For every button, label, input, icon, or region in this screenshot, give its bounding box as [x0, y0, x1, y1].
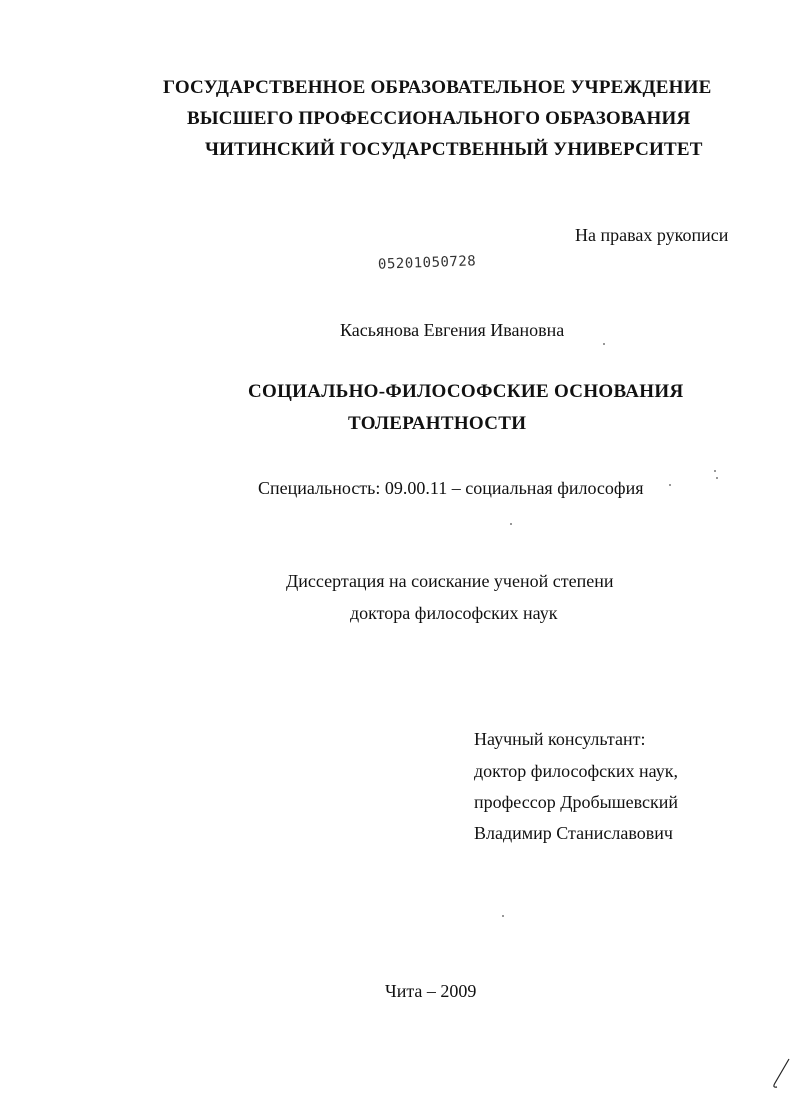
- institution-line-1: ГОСУДАРСТВЕННОЕ ОБРАЗОВАТЕЛЬНОЕ УЧРЕЖДЕНИЕ: [163, 77, 712, 98]
- author-name: Касьянова Евгения Ивановна: [340, 320, 565, 340]
- degree-line-1: Диссертация на соискание ученой степени: [286, 571, 614, 591]
- library-stamp-number: 05201050728: [377, 253, 477, 273]
- scan-speck: [603, 343, 605, 345]
- consultant-given-names: Владимир Станиславович: [474, 823, 673, 843]
- scan-speck: [510, 523, 512, 525]
- institution-line-3: ЧИТИНСКИЙ ГОСУДАРСТВЕННЫЙ УНИВЕРСИТЕТ: [205, 139, 703, 160]
- dissertation-title-line-1: СОЦИАЛЬНО-ФИЛОСОФСКИЕ ОСНОВАНИЯ: [248, 381, 684, 402]
- pen-stroke-mark: [769, 1057, 793, 1091]
- scan-speck: [669, 484, 671, 486]
- dissertation-title-line-2: ТОЛЕРАНТНОСТИ: [348, 413, 527, 434]
- consultant-degree: доктор философских наук,: [474, 761, 678, 781]
- place-and-year: Чита – 2009: [385, 981, 477, 1001]
- consultant-title-surname: профессор Дробышевский: [474, 792, 678, 812]
- specialty: Специальность: 09.00.11 – социальная философия: [258, 478, 644, 498]
- scan-speck: [714, 470, 716, 472]
- consultant-label: Научный консультант:: [474, 729, 646, 749]
- institution-line-2: ВЫСШЕГО ПРОФЕССИОНАЛЬНОГО ОБРАЗОВАНИЯ: [187, 108, 691, 129]
- scan-speck: [502, 915, 504, 917]
- scan-speck: [716, 477, 718, 479]
- degree-line-2: доктора философских наук: [350, 603, 558, 623]
- manuscript-note: На правах рукописи: [575, 225, 729, 245]
